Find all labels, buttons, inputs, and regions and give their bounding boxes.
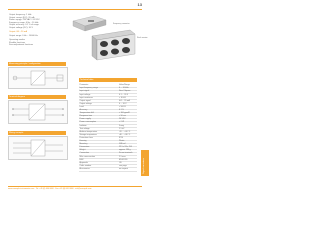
intro-line: Operating modes bbox=[9, 39, 25, 42]
row-value: 2.5 kV bbox=[119, 127, 125, 130]
row-label: Connection bbox=[79, 152, 90, 155]
table-row bbox=[79, 168, 137, 172]
row-value: 0.1 % bbox=[119, 109, 124, 112]
technical-data-table bbox=[79, 84, 137, 172]
row-label: Response time bbox=[79, 115, 93, 118]
intro-highlight: Output: 0/4...20 mA bbox=[9, 31, 28, 34]
row-value: 0 ... 10 kHz bbox=[119, 87, 129, 90]
row-label: Housing bbox=[79, 140, 87, 143]
wiring-diagram bbox=[8, 136, 68, 160]
row-label: Input voltage bbox=[79, 93, 91, 96]
row-label: Wire cross-section bbox=[79, 155, 96, 158]
intro-line: Frequency range: 0 Hz - 10 kHz bbox=[9, 21, 39, 24]
page-number: 13 bbox=[137, 2, 142, 7]
row-label: Dimensions bbox=[79, 146, 90, 149]
row-label: Temperature drift bbox=[79, 112, 94, 115]
row-value: 0.1 ... 30 V bbox=[119, 93, 129, 96]
row-label: Power supply bbox=[79, 118, 91, 121]
row-value: 3-way bbox=[119, 124, 125, 127]
row-label: Accuracy bbox=[79, 109, 88, 112]
side-tab bbox=[141, 150, 149, 176]
row-value: Plastic bbox=[119, 140, 125, 143]
row-label: EMC bbox=[79, 158, 84, 161]
row-value: 24 VDC bbox=[119, 118, 126, 121]
intro-text bbox=[9, 14, 40, 47]
row-value: CE bbox=[119, 161, 122, 164]
row-value: on request bbox=[119, 167, 128, 170]
section-header bbox=[8, 131, 66, 135]
section-title: Terminal diagram bbox=[9, 95, 25, 98]
intro-line: Output current (DC): 20 mA bbox=[9, 16, 35, 19]
row-label: Protection class bbox=[79, 136, 93, 139]
section-header bbox=[8, 62, 66, 66]
row-label: Load bbox=[79, 105, 84, 108]
row-value: Sine / Square bbox=[119, 90, 131, 93]
section-header bbox=[79, 78, 137, 82]
row-value: < 500 Ω bbox=[119, 105, 126, 108]
row-label: Accessories bbox=[79, 167, 90, 170]
row-label: Output signal bbox=[79, 99, 91, 102]
row-label: Approvals bbox=[79, 161, 88, 164]
row-value: DIN rail bbox=[119, 143, 126, 146]
row-label: Test voltage bbox=[79, 127, 90, 130]
row-label: Output voltage bbox=[79, 102, 92, 105]
row-label: Storage temperature bbox=[79, 133, 97, 136]
row-value: see page bbox=[119, 164, 127, 167]
row-label: Input frequency range bbox=[79, 87, 98, 90]
row-label: Weight bbox=[79, 149, 86, 152]
row-label: Input signal bbox=[79, 90, 90, 93]
row-value: IP20 bbox=[119, 136, 123, 139]
row-label: Mounting bbox=[79, 143, 88, 146]
row-label: Isolation bbox=[79, 124, 87, 127]
row-label: Power consumption bbox=[79, 121, 97, 124]
row-value: < 100 ppm/K bbox=[119, 112, 130, 115]
intro-line: Output accuracy: 0.1 % of range bbox=[9, 24, 39, 27]
row-label: Input resistance bbox=[79, 96, 93, 99]
intro-line: Output frequency: 1 kHz bbox=[9, 14, 32, 16]
intro-line: Output voltage (DC): 10 V bbox=[9, 26, 33, 29]
intro-line: Output range: 0 Hz – 10000 Hz bbox=[9, 35, 38, 38]
section-title: Wiring example bbox=[9, 131, 24, 134]
footer-contact: www.example-instruments.com · Tel. +49 (0) 000 0000 · Fax +49 (0) 000 0000 · info@example.com bbox=[8, 188, 92, 190]
side-tab-label: Signal converters bbox=[143, 157, 145, 174]
row-value: 22.5 x 99 x 114 bbox=[119, 146, 132, 149]
row-value: 0/4 ... 20 mA bbox=[119, 99, 130, 102]
product-image-rack bbox=[90, 26, 136, 62]
row-value: < 50 ms bbox=[119, 115, 126, 118]
row-value: < 2 W bbox=[119, 121, 124, 124]
row-value: -20 ... +60 °C bbox=[119, 130, 131, 133]
column-header: Parameter bbox=[79, 84, 89, 87]
image-caption: Rack version bbox=[137, 37, 148, 39]
configuration-diagram bbox=[8, 67, 68, 89]
column-header: Value/Range bbox=[119, 84, 130, 87]
row-value: > 10 kΩ bbox=[119, 96, 126, 99]
row-value: Screw terminals bbox=[119, 152, 133, 155]
section-title: Measuring principle / configuration bbox=[9, 62, 41, 65]
row-value: 2.5 mm² bbox=[119, 155, 126, 158]
row-label: Ambient temperature bbox=[79, 130, 98, 133]
row-value: -40 ... +80 °C bbox=[119, 133, 131, 136]
row-value: approx. 130 g bbox=[119, 149, 131, 152]
section-title: Technical data bbox=[80, 78, 94, 81]
row-label: Order number bbox=[79, 164, 92, 167]
terminal-diagram bbox=[8, 100, 68, 124]
image-caption: Frequency converter bbox=[113, 23, 130, 25]
section-header bbox=[8, 95, 66, 99]
intro-line: Zero-adjustment functions bbox=[9, 44, 34, 47]
intro-line: Flexible functions bbox=[9, 41, 26, 44]
row-value: 0 ... 10 V bbox=[119, 102, 127, 105]
row-value: EN 61326 bbox=[119, 158, 128, 161]
intro-line: Power supply: 230 VAC / 24 VDC bbox=[9, 19, 40, 22]
header-rule bbox=[8, 9, 142, 10]
